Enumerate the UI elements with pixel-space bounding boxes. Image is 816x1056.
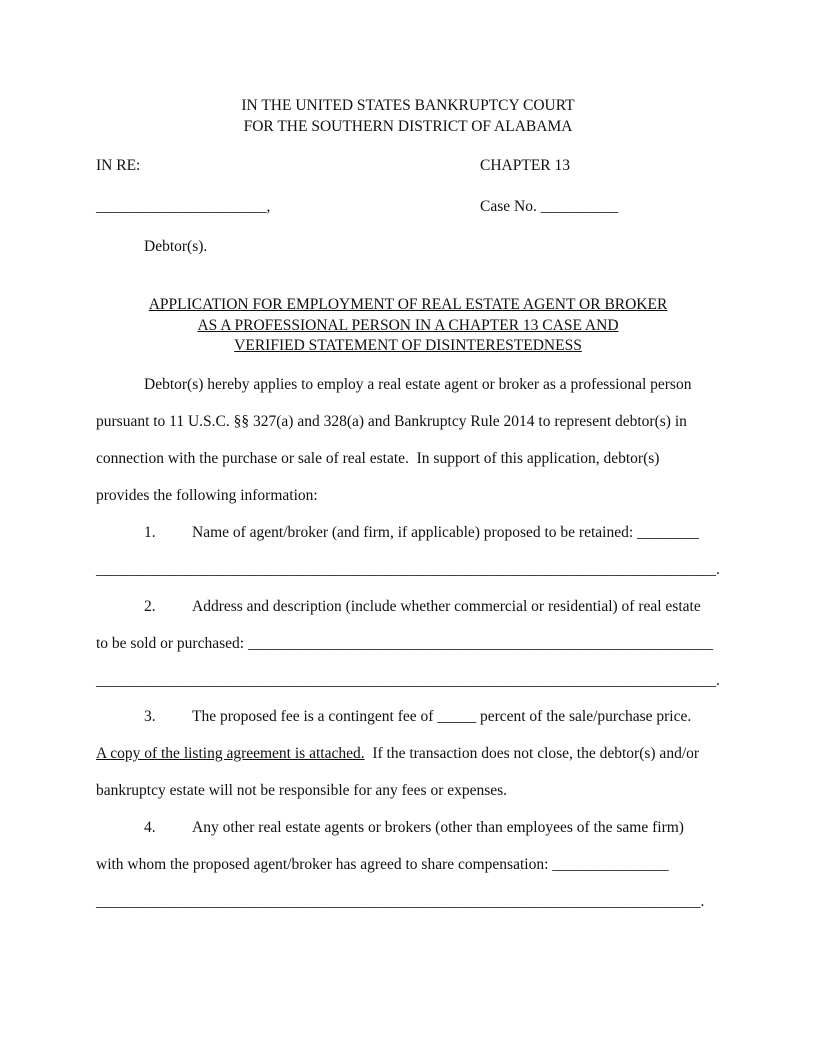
- title-line-2: AS A PROFESSIONAL PERSON IN A CHAPTER 13 CASE AND: [197, 317, 619, 334]
- case-number-field: Case No. __________: [480, 198, 619, 215]
- item-3-line-2-rest: If the transaction does not close, the debtor(s) and/or: [364, 745, 700, 762]
- item-2-line-3: ________________________________________________________________________________.: [96, 672, 720, 689]
- item-1-number: 1.: [144, 524, 156, 541]
- item-3-line-2: [96, 745, 699, 763]
- item-3-line-1: The proposed fee is a contingent fee of _____ percent of the sale/purchase price.: [192, 708, 692, 725]
- item-2-number: 2.: [144, 598, 156, 615]
- chapter-label: CHAPTER 13: [480, 157, 570, 174]
- court-heading-line-2: FOR THE SOUTHERN DISTRICT OF ALABAMA: [243, 118, 573, 135]
- court-heading-line-1: IN THE UNITED STATES BANKRUPTCY COURT: [241, 97, 575, 114]
- listing-agreement-note: A copy of the listing agreement is attached.: [96, 745, 365, 762]
- debtor-label: Debtor(s).: [144, 238, 208, 255]
- debtor-name-blank: ______________________,: [96, 198, 271, 215]
- intro-line-4: provides the following information:: [96, 487, 318, 504]
- item-1-line-1: Name of agent/broker (and firm, if applicable) proposed to be retained: ________: [192, 524, 700, 541]
- title-line-1: APPLICATION FOR EMPLOYMENT OF REAL ESTATE AGENT OR BROKER: [148, 296, 668, 313]
- item-4-number: 4.: [144, 819, 156, 836]
- item-4-line-3: ______________________________________________________________________________.: [96, 893, 705, 910]
- item-2-line-2: to be sold or purchased: ____________________________________________________________: [96, 635, 713, 652]
- item-4-line-1: Any other real estate agents or brokers (other than employees of the same firm): [192, 819, 684, 836]
- item-4-line-2: with whom the proposed agent/broker has agreed to share compensation: _______________: [96, 856, 669, 873]
- item-3-line-3: bankruptcy estate will not be responsible for any fees or expenses.: [96, 782, 508, 799]
- intro-line-2: pursuant to 11 U.S.C. §§ 327(a) and 328(a) and Bankruptcy Rule 2014 to represent debtor(s) in: [96, 413, 687, 430]
- item-1-line-2: ________________________________________________________________________________.: [96, 561, 720, 578]
- in-re-label: IN RE:: [96, 157, 141, 174]
- intro-line-1: Debtor(s) hereby applies to employ a real estate agent or broker as a professional person: [144, 376, 692, 393]
- intro-line-3: connection with the purchase or sale of real estate. In support of this application, debtor(s): [96, 450, 660, 467]
- title-line-3: VERIFIED STATEMENT OF DISINTERESTEDNESS: [234, 337, 582, 354]
- item-3-number: 3.: [144, 708, 156, 725]
- item-2-line-1: Address and description (include whether commercial or residential) of real estate: [192, 598, 701, 615]
